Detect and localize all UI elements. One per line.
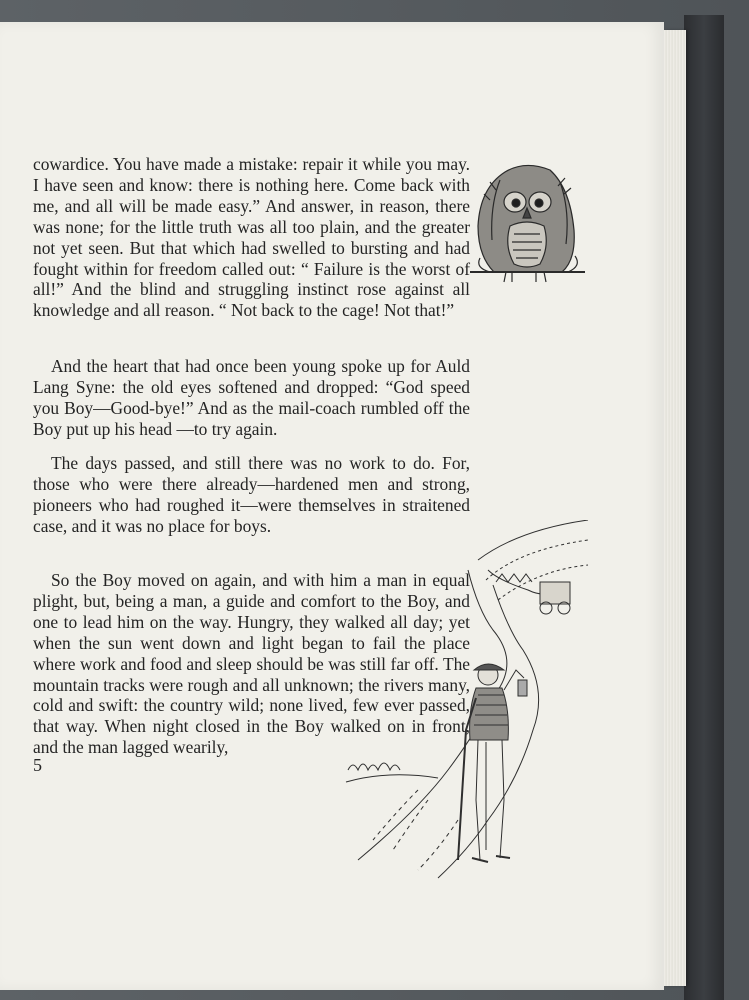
- paragraph-3: The days passed, and still there was no work to do. For, those who were there already—hardened men and strong, pioneers who had roughed it—were themselves in straitened case, and it was no place for boys.: [33, 453, 470, 536]
- book-page: [0, 22, 664, 990]
- paragraph-1: cowardice. You have made a mistake: repair it while you may. I have seen and know: there is nothing here. Come back with me, and all will be made easy.” And answer, in reason, there was none; for the little truth was all too plain, and the greater not yet seen. But that which had swelled to bursting and had fought within for freedom called out: “ Failure is the worst of all!” And the blind and struggling instinct rose against all knowledge and all reason. “ Not back to the cage! Not that!”: [33, 154, 470, 321]
- paragraph-2: And the heart that had once been young spoke up for Auld Lang Syne: the old eyes softened and dropped: “God speed you Boy—Good-bye!” And as the mail-coach rumbled off the Boy put up his head —to try again.: [33, 356, 470, 439]
- book-cover-edge: [684, 15, 724, 1000]
- road-scene-illustration: [318, 520, 618, 880]
- page-number: 5: [33, 755, 42, 775]
- paragraph-4: So the Boy moved on again, and with him a man in equal plight, but, being a man, a guide and comfort to the Boy, and one to lead him on the way. Hungry, they walked all day; yet when the sun went down and light began to fail the place where work and food and sleep should be was still far off. The mountain tracks were rough and all unknown; the rivers many, cold and swift: the country wild; none lived, few ever passed, that way. When night closed in the Boy walked on in front, and the man lagged wearily,: [33, 570, 470, 758]
- owl-illustration: [470, 160, 585, 288]
- page-edges: [664, 30, 686, 986]
